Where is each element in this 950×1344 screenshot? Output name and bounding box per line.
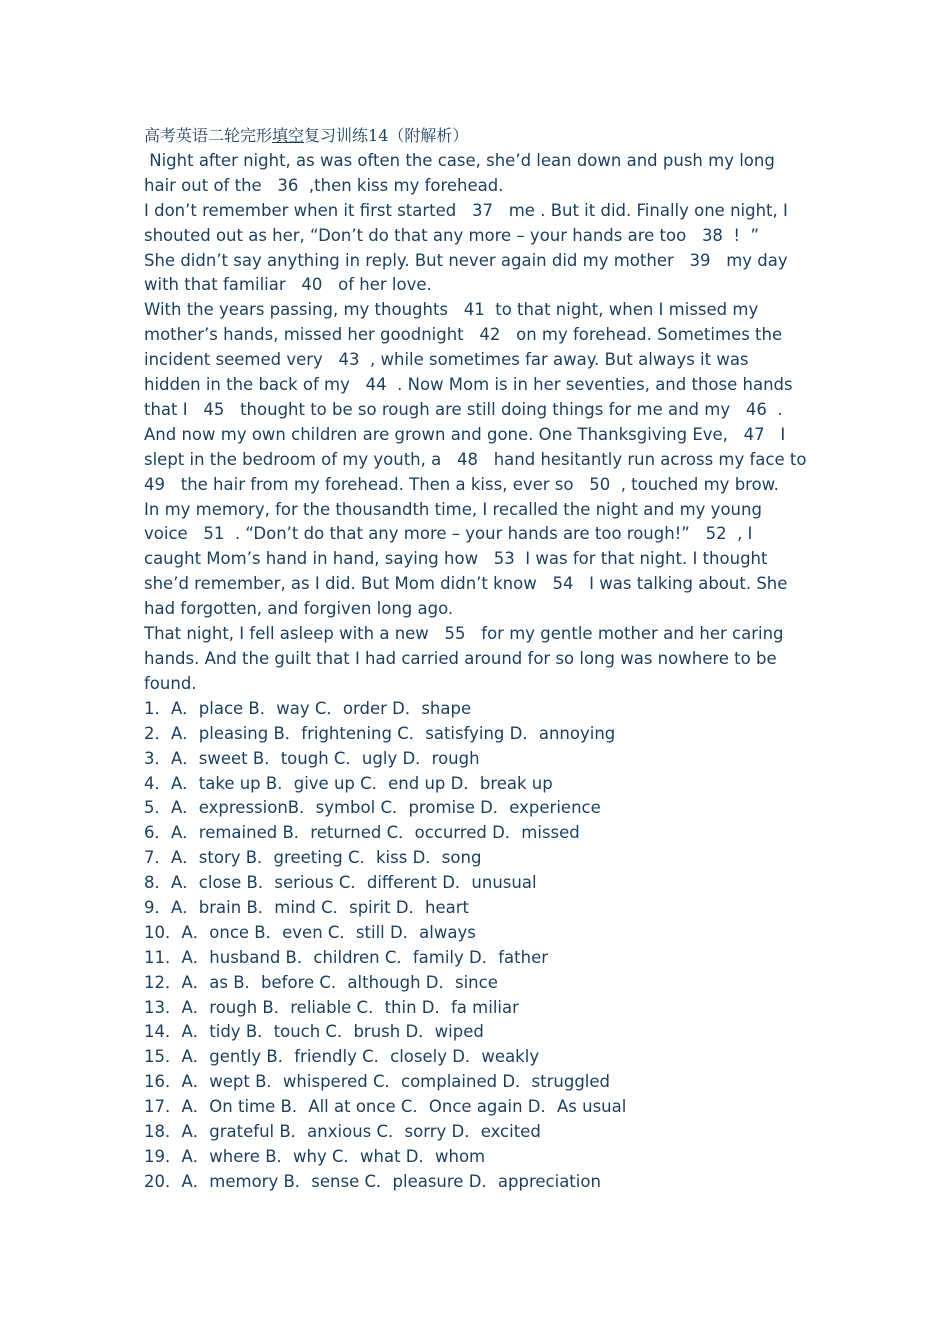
option-line: 20．A．memory B．sense C．pleasure D．appreciation <box>144 1171 601 1191</box>
option-line: 1．A．place B．way C．order D．shape <box>144 698 472 718</box>
option-line: 18．A．grateful B．anxious C．sorry D．excited <box>144 1121 541 1141</box>
passage-paragraph: She didn’t say anything in reply. But never again did my mother 39 my day with that familiar 40 of her love. <box>144 250 793 295</box>
option-line: 13．A．rough B．reliable C．thin D．fa miliar <box>144 997 519 1017</box>
title-number: 14 <box>368 126 389 145</box>
option-line: 15．A．gently B．friendly C．closely D．weakly <box>144 1047 540 1067</box>
option-line: 5．A．expressionB．symbol C．promise D．experience <box>144 798 601 818</box>
title-underlined: 填空 <box>272 126 305 145</box>
option-line: 19．A．where B．why C．what D．whom <box>144 1146 486 1166</box>
passage-paragraph: In my memory, for the thousandth time, I recalled the night and my young voice 51 . “Don’t do that any more – your hands are too rough!” 52 , I caught Mom’s hand in hand, saying how 53 I was for that night. I thought she’d remember, as I did. But Mom didn’t know 54 I was talking about. She had forgotten, and forgiven long ago. <box>144 499 793 619</box>
document-page <box>144 124 823 1195</box>
passage-paragraph: With the years passing, my thoughts 41 to that night, when I missed my mother’s hands, missed her goodnight 42 on my forehead. Sometimes the incident seemed very 43 , while sometimes far away. But always it was hidden in the back of my 44 . Now Mom is in her seventies, and those hands that I 45 thought to be so rough are still doing things for me and my 46 . <box>144 300 798 419</box>
title-suffix: （附解析） <box>388 126 469 145</box>
passage-paragraph: Night after night, as was often the case, she’d lean down and push my long hair out of the 36 ,then kiss my forehead. <box>144 150 781 195</box>
option-line: 3．A．sweet B．tough C．ugly D．rough <box>144 748 480 768</box>
option-line: 17．A．On time B．All at once C．Once again D．As usual <box>144 1097 627 1117</box>
option-line: 6．A．remained B．returned C．occurred D．missed <box>144 823 580 843</box>
title-pre: 高考英语二轮完形 <box>144 126 273 145</box>
option-line: 7．A．story B．greeting C．kiss D．song <box>144 848 482 868</box>
option-line: 4．A．take up B．give up C．end up D．break up <box>144 773 553 793</box>
option-line: 11．A．husband B．children C．family D．father <box>144 947 549 967</box>
passage-paragraph: I don’t remember when it first started 37 me . But it did. Finally one night, I shouted out as her, “Don’t do that any more – your hands are too 38 ! ” <box>144 200 794 245</box>
option-line: 2．A．pleasing B．frightening C．satisfying D．annoying <box>144 723 616 743</box>
passage <box>144 149 823 697</box>
title-post: 复习训练 <box>304 126 369 145</box>
option-line: 9．A．brain B．mind C．spirit D．heart <box>144 897 470 917</box>
option-line: 12．A．as B．before C．although D．since <box>144 972 498 992</box>
passage-paragraph: That night, I fell asleep with a new 55 for my gentle mother and her caring hands. And the guilt that I had carried around for so long was nowhere to be found. <box>144 624 789 693</box>
passage-paragraph: And now my own children are grown and gone. One Thanksgiving Eve, 47 I slept in the bedroom of my youth, a 48 hand hesitantly run across my face to 49 the hair from my forehead. Then a kiss, ever so 50 , touched my brow. <box>144 424 823 494</box>
document-title <box>144 124 810 149</box>
answer-options <box>144 697 810 1195</box>
option-line: 8．A．close B．serious C．different D．unusual <box>144 873 537 893</box>
option-line: 14．A．tidy B．touch C．brush D．wiped <box>144 1022 484 1042</box>
option-line: 10．A．once B．even C．still D．always <box>144 922 476 942</box>
option-line: 16．A．wept B．whispered C．complained D．struggled <box>144 1072 610 1092</box>
